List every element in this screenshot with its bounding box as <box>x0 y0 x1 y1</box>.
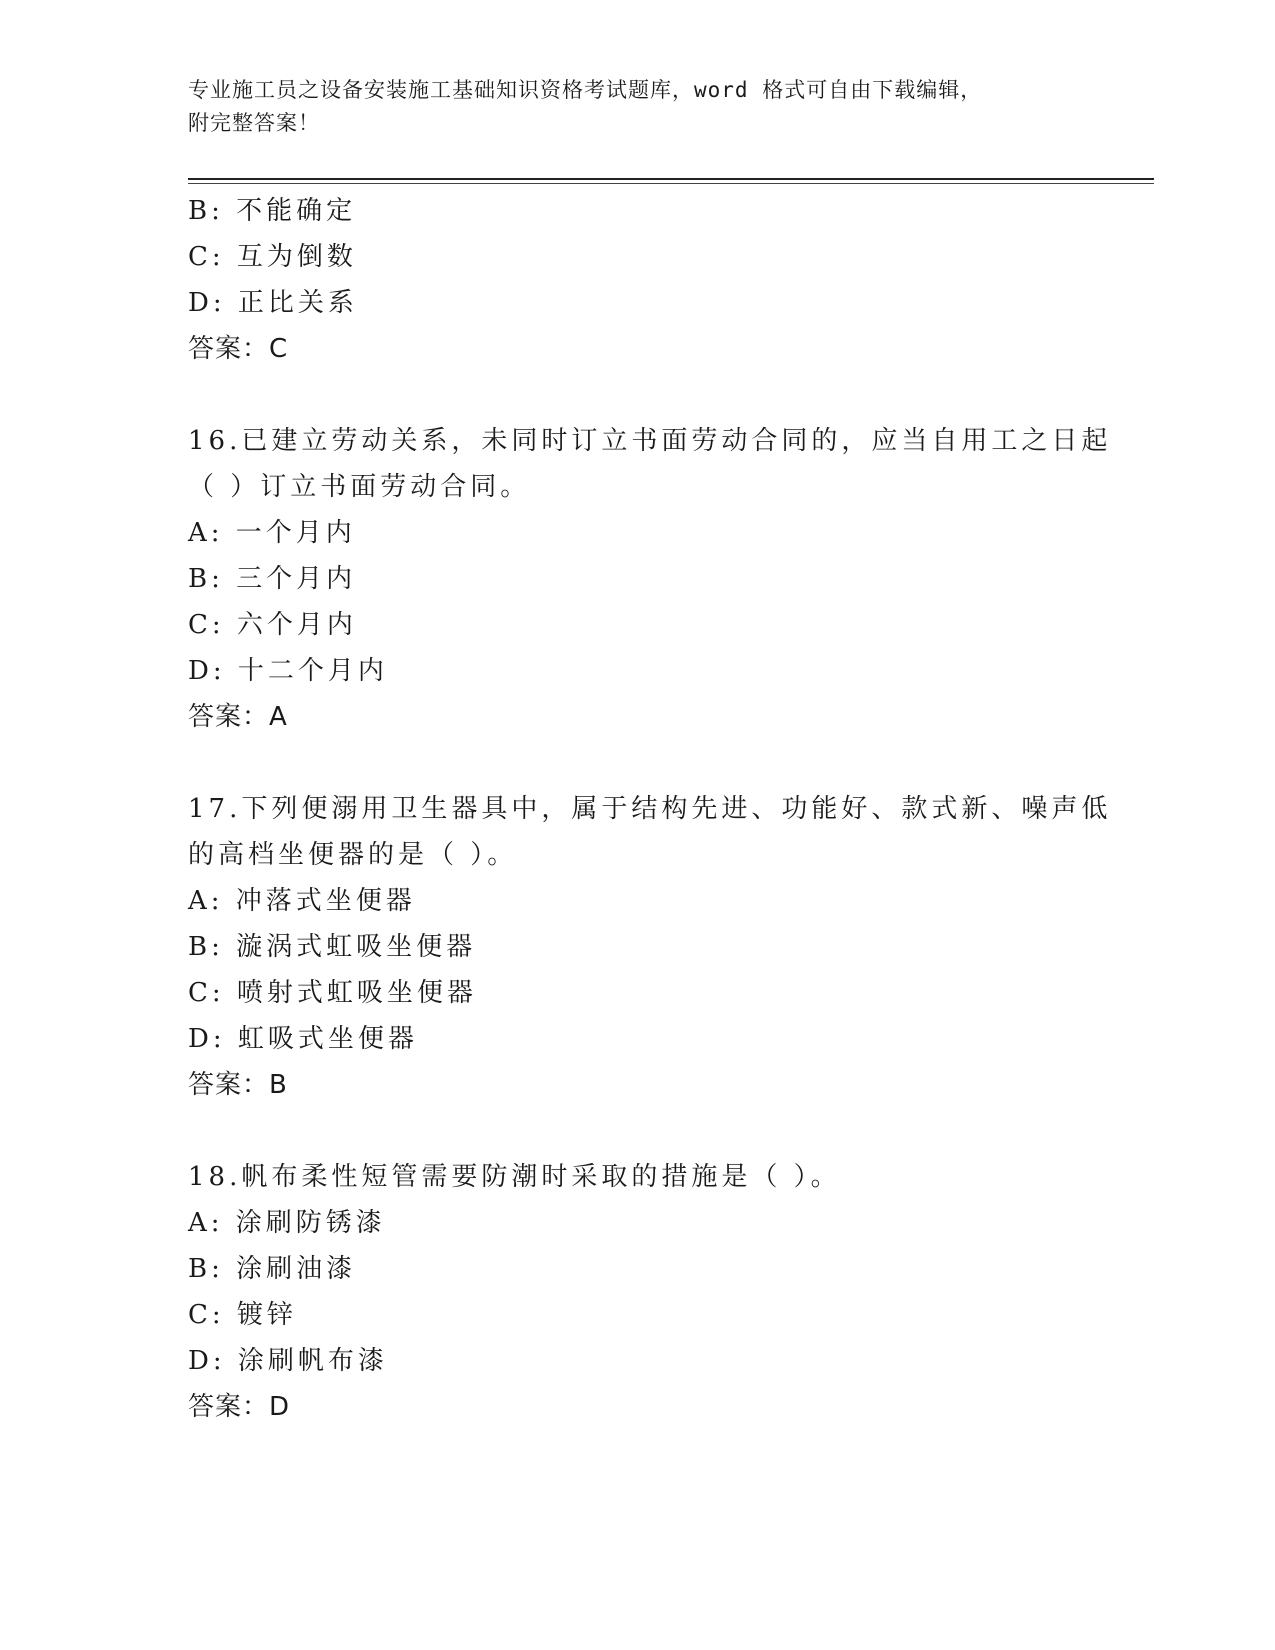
header-line-1: 专业施工员之设备安装施工基础知识资格考试题库，word 格式可自由下载编辑， <box>188 78 983 102</box>
option-c: C: 六个月内 <box>188 610 357 640</box>
question-stem: 16.已建立劳动关系，未同时订立书面劳动合同的，应当自用工之日起 <box>188 426 1112 456</box>
option-a: A: 冲落式坐便器 <box>188 886 416 916</box>
option-d: D: 十二个月内 <box>188 656 388 686</box>
question-17 <box>188 786 1112 1108</box>
question-stem: 18.帆布柔性短管需要防潮时采取的措施是（ ）。 <box>188 1162 841 1192</box>
option-b: B: 漩涡式虹吸坐便器 <box>188 932 477 962</box>
option-d: D: 涂刷帆布漆 <box>188 1346 388 1376</box>
answer-line: 答案：A <box>188 702 288 732</box>
document-header <box>188 74 1088 140</box>
header-divider-thin <box>188 183 1154 184</box>
answer-line: 答案：D <box>188 1392 291 1422</box>
question-stem: （ ）订立书面劳动合同。 <box>188 472 531 502</box>
question-stem: 17.下列便溺用卫生器具中，属于结构先进、功能好、款式新、噪声低 <box>188 794 1112 824</box>
option-a: A: 涂刷防锈漆 <box>188 1208 386 1238</box>
question-16 <box>188 418 1112 740</box>
option-d: D: 正比关系 <box>188 288 358 318</box>
option-b: B: 不能确定 <box>188 196 357 226</box>
prev-question <box>188 188 1088 372</box>
header-line-2: 附完整答案！ <box>188 111 320 135</box>
question-18 <box>188 1154 1088 1430</box>
option-b: B: 三个月内 <box>188 564 357 594</box>
option-c: C: 镀锌 <box>188 1300 297 1330</box>
option-b: B: 涂刷油漆 <box>188 1254 357 1284</box>
answer-line: 答案：C <box>188 334 289 364</box>
option-c: C: 喷射式虹吸坐便器 <box>188 978 477 1008</box>
option-d: D: 虹吸式坐便器 <box>188 1024 418 1054</box>
spacer <box>188 372 1088 418</box>
option-c: C: 互为倒数 <box>188 242 357 272</box>
option-a: A: 一个月内 <box>188 518 356 548</box>
answer-line: 答案：B <box>188 1070 288 1100</box>
spacer <box>188 740 1088 786</box>
header-divider-thick <box>188 178 1154 180</box>
spacer <box>188 1108 1088 1154</box>
question-stem: 的高档坐便器的是（ ）。 <box>188 840 518 870</box>
question-list <box>188 188 1112 1430</box>
